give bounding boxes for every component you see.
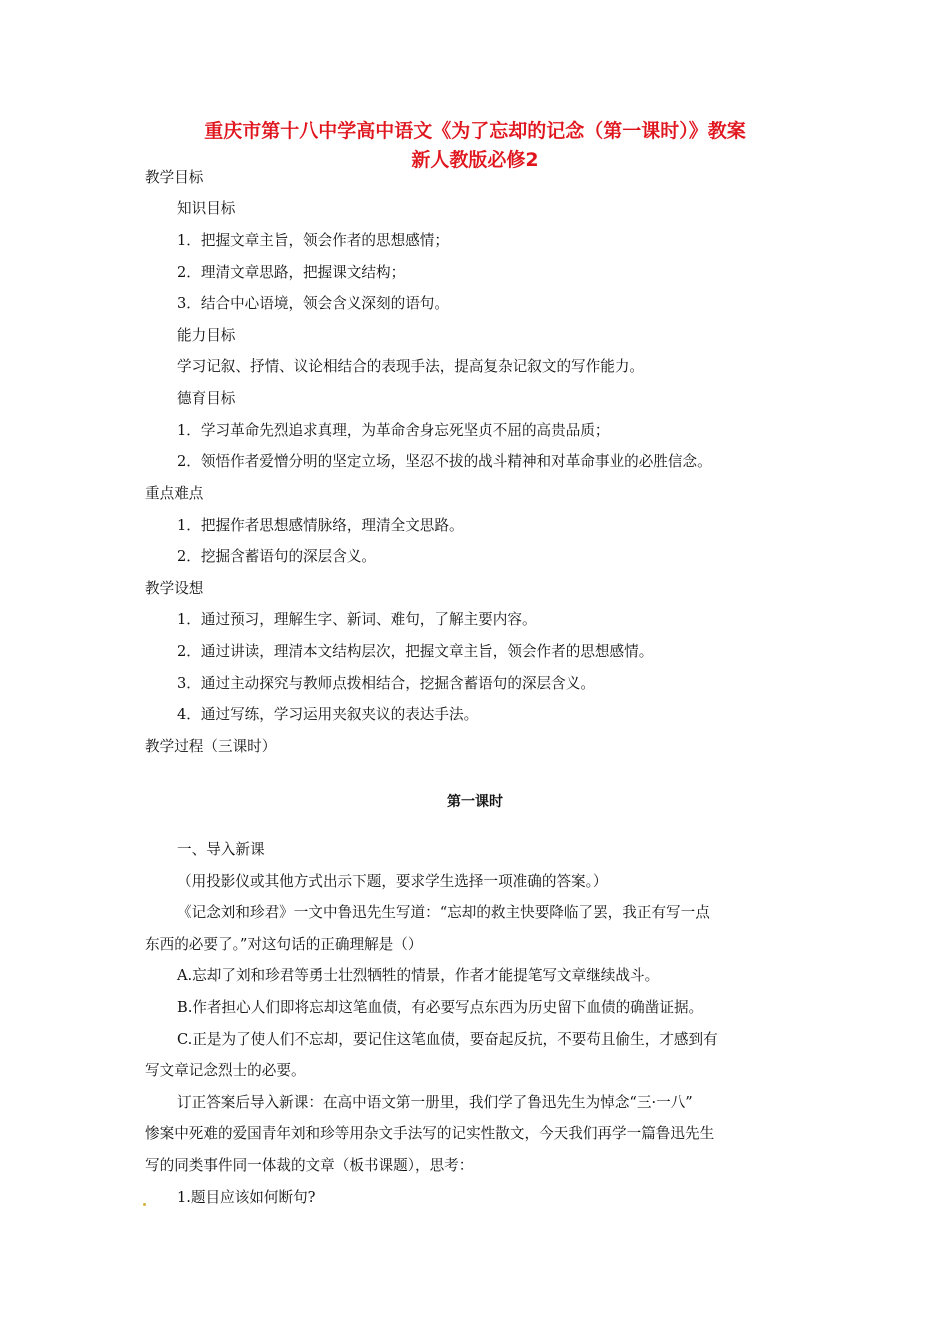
section-heading-key-points: 重点难点 <box>145 485 204 502</box>
marker-dot <box>143 1203 146 1206</box>
section-heading-goals: 教学目标 <box>145 169 204 186</box>
design-item-2: 2．通过讲读，理清本文结构层次，把握文章主旨，领会作者的思想感情。 <box>177 643 654 660</box>
intro-paragraph-line-3: 写的同类事件同一体裁的文章（板书课题），思考： <box>145 1157 474 1174</box>
intro-paragraph-line-2: 惨案中死难的爱国青年刘和珍等用杂文手法写的记实性散文，今天我们再学一篇鲁迅先生 <box>145 1125 715 1142</box>
design-item-3: 3．通过主动探究与教师点拨相结合，挖掘含蓄语句的深层含义。 <box>177 675 595 692</box>
moral-item-2: 2．领悟作者爱憎分明的坚定立场，坚忍不拔的战斗精神和对革命事业的必胜信念。 <box>177 453 712 470</box>
option-b: B.作者担心人们即将忘却这笔血债，有必要写点东西为历史留下血债的确凿证据。 <box>177 999 704 1016</box>
intro-note: （用投影仪或其他方式出示下题，要求学生选择一项准确的答案。） <box>177 873 608 890</box>
think-question-1: 1.题目应该如何断句? <box>177 1189 316 1206</box>
key-point-2: 2．挖掘含蓄语句的深层含义。 <box>177 548 377 565</box>
design-item-4: 4．通过写练，学习运用夹叙夹议的表达手法。 <box>177 706 479 723</box>
document-subtitle: 新人教版必修2 <box>411 149 539 171</box>
moral-item-1: 1．学习革命先烈追求真理，为革命舍身忘死坚贞不屈的高贵品质； <box>177 422 610 439</box>
option-a: A.忘却了刘和珍君等勇士壮烈牺牲的情景，作者才能提笔写文章继续战斗。 <box>177 967 660 984</box>
option-c-line-1: C.正是为了使人们不忘却，要记住这笔血债，要奋起反抗，不要苟且偷生，才感到有 <box>177 1031 718 1048</box>
knowledge-item-3: 3．结合中心语境，领会含义深刻的语句。 <box>177 295 449 312</box>
subheading-ability: 能力目标 <box>177 327 236 344</box>
option-c-line-2: 写文章记念烈士的必要。 <box>145 1062 306 1079</box>
section-heading-design: 教学设想 <box>145 580 204 597</box>
section-heading-process: 教学过程（三课时） <box>145 738 277 755</box>
ability-item-1: 学习记叙、抒情、议论相结合的表现手法，提高复杂记叙文的写作能力。 <box>177 358 645 375</box>
knowledge-item-2: 2．理清文章思路，把握课文结构； <box>177 264 406 281</box>
key-point-1: 1．把握作者思想感情脉络，理清全文思路。 <box>177 517 464 534</box>
design-item-1: 1．通过预习，理解生字、新词、难句，了解主要内容。 <box>177 611 537 628</box>
question-line-1: 《记念刘和珍君》一文中鲁迅先生写道：“忘却的救主快要降临了罢，我正有写一点 <box>177 904 710 921</box>
subheading-moral: 德育目标 <box>177 390 236 407</box>
knowledge-item-1: 1．把握文章主旨，领会作者的思想感情； <box>177 232 449 249</box>
intro-heading: 一、导入新课 <box>177 841 265 858</box>
document-title: 重庆市第十八中学高中语文《为了忘却的记念（第一课时）》教案 <box>204 120 746 142</box>
intro-paragraph-line-1: 订正答案后导入新课：在高中语文第一册里，我们学了鲁迅先生为悼念“三·一八” <box>177 1094 693 1111</box>
question-line-2: 东西的必要了。”对这句话的正确理解是（） <box>145 936 423 953</box>
lesson-heading: 第一课时 <box>447 794 503 810</box>
subheading-knowledge: 知识目标 <box>177 200 236 217</box>
